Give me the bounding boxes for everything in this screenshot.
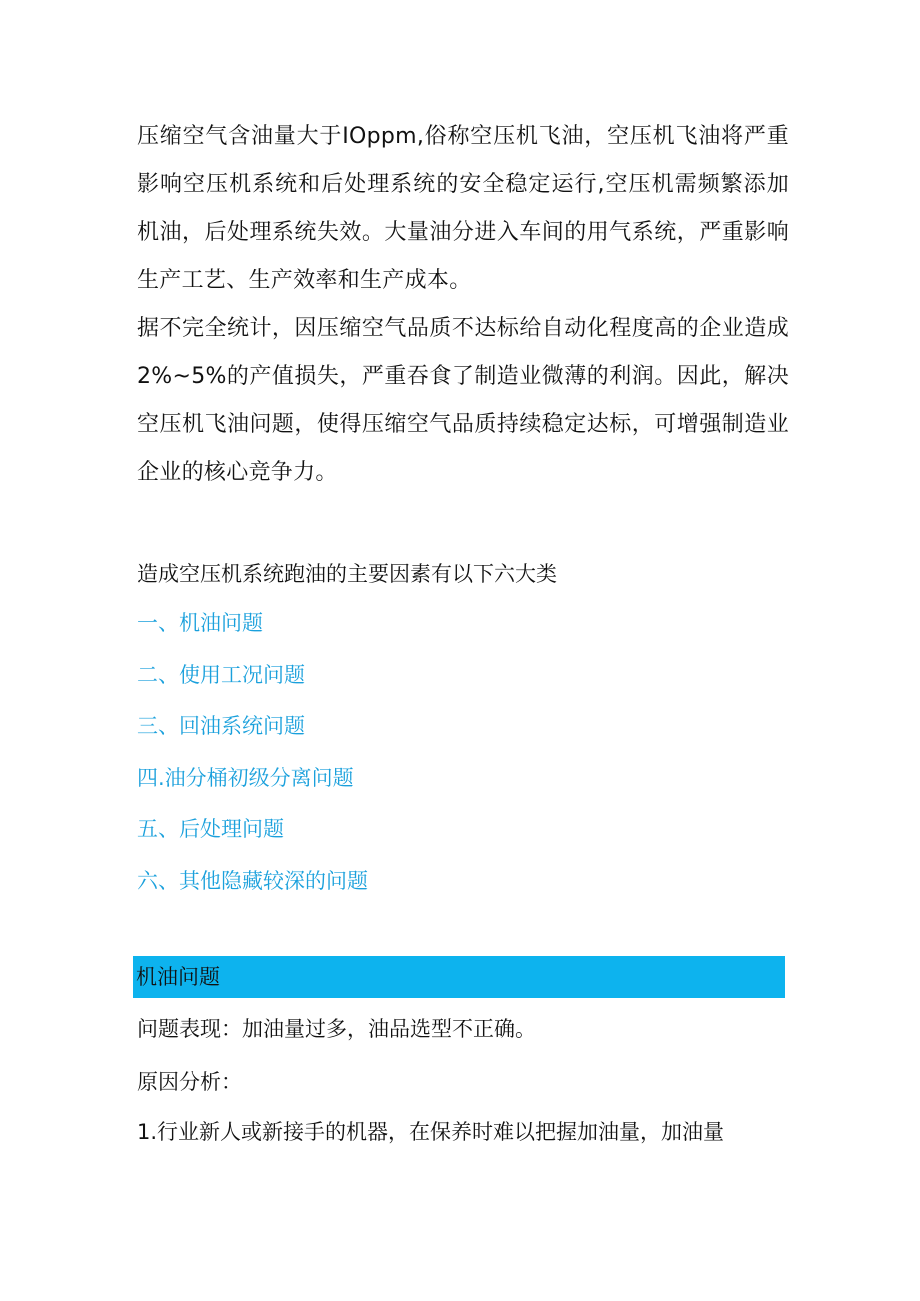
- factor-item-oil-return-system: 三、回油系统问题: [137, 714, 305, 738]
- section-title: 机油问题: [136, 965, 220, 989]
- section-title-bar: [133, 956, 785, 998]
- factor-item-oil: 一、机油问题: [137, 611, 263, 635]
- factor-item-working-conditions: 二、使用工况问题: [137, 662, 305, 687]
- factors-heading: 造成空压机系统跑油的主要因素有以下六大类: [137, 562, 557, 586]
- cause-analysis-label: 原因分析：: [137, 1070, 242, 1094]
- intro-paragraph-2: 据不完全统计，因压缩空气品质不达标给自动化程度高的企业造成2%~5%的产值损失，严重吞食了制造业微薄的利润。因此，解决空压机飞油问题，使得压缩空气品质持续稳定达标，可增强制造业企业的核心竞争力。: [137, 316, 789, 485]
- intro-text: [137, 113, 789, 497]
- factor-item-post-treatment: 五、后处理问题: [137, 817, 284, 841]
- factor-list: [137, 607, 368, 916]
- factor-item-other-hidden: 六、其他隐藏较深的问题: [137, 868, 368, 893]
- intro-paragraph-1: 压缩空气含油量大于IOppm,俗称空压机飞油，空压机飞油将严重影响空压机系统和后处理系统的安全稳定运行,空压机需频繁添加机油，后处理系统失效。大量油分进入车间的用气系统，严重影响生产工艺、生产效率和生产成本。: [137, 124, 789, 293]
- cause-item-1: 1.行业新人或新接手的机器，在保养时难以把握加油量，加油量: [137, 1120, 725, 1144]
- issue-description: 问题表现：加油量过多，油品选型不正确。: [137, 1017, 536, 1041]
- factor-item-separator-tank: 四.油分桶初级分离问题: [137, 765, 354, 790]
